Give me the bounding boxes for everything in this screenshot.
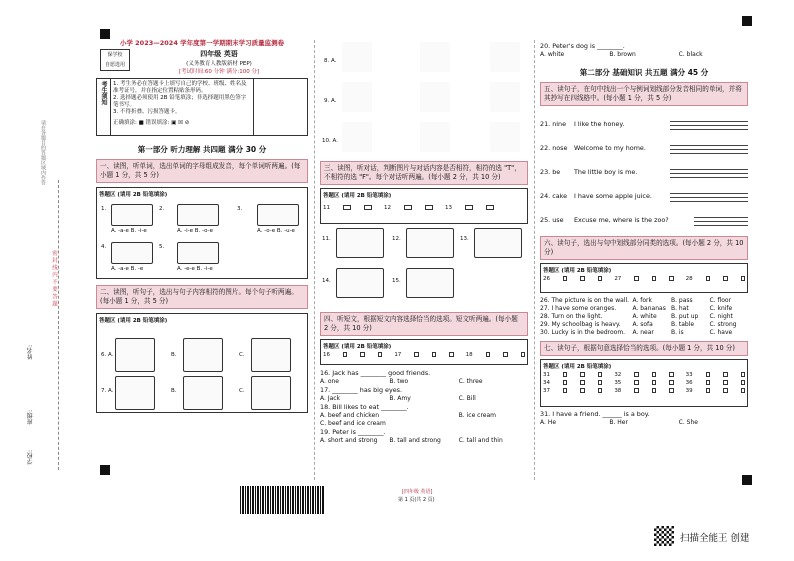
bubble[interactable] — [404, 205, 412, 210]
q1-pic-baby — [111, 242, 153, 264]
notice-item: 3. 不得折叠、污损答题卡。 — [113, 109, 181, 115]
q-num: 6. A. — [101, 352, 114, 358]
registration-mark — [742, 475, 752, 485]
q-num: 10. A. — [322, 138, 338, 144]
q-opts: A. -a-e B. -i-e — [111, 228, 147, 234]
question-stem: 17. ________ has big eyes. — [320, 386, 403, 394]
q10-pic-a — [342, 122, 372, 152]
exam-title: 小学 2023—2024 学年度第一学期期末学习质量监测卷 — [119, 39, 285, 47]
q9-pic-a — [342, 82, 372, 112]
q-opts: A. -e-e B. -i-e — [177, 266, 213, 272]
q31-stem: 31. I have a friend. ______ is a boy. — [540, 410, 650, 418]
q-pic-b — [420, 82, 450, 112]
q3-pictures: 11. 12. 13. 14. 15. — [320, 226, 528, 310]
q2-pic-table — [183, 338, 223, 372]
answer-grid: 11 12 13 — [323, 205, 525, 211]
qr-code-icon — [654, 526, 674, 546]
q13-pic — [474, 228, 522, 258]
q5-list: 21. nine I like the honey. 22. nose Welcome to my home. 23. be The little boy is me. 24. cake I have some apple juice. 25. use Excuse me, where is the zoo? — [540, 112, 748, 232]
q-num: 9. A. — [324, 98, 337, 104]
q1-pic-rose — [257, 204, 299, 226]
q-opts: A. -a-e B. -e — [111, 266, 144, 272]
q-num: B. — [171, 352, 177, 358]
q-pic-c — [490, 82, 520, 112]
part1-title: 第一部分 听力理解 共四题 满分 30 分 — [137, 145, 267, 154]
q20-stem: 20. Peter's dog is ________. — [540, 42, 625, 50]
q-num: 3. — [237, 206, 243, 212]
q6-answer-area: 答题区 (请用 2B 铅笔填涂) 26 27 28 — [540, 263, 748, 293]
q-pic-c — [490, 42, 520, 72]
q2-pic-desk — [183, 376, 223, 410]
right-column: 20. Peter's dog is ________. A. white B. brown C. black 第二部分 基础知识 共五题 满分 45 分 五、读句子，在句中找出一个与例词划线部分发音相同的单词，并将其抄写在四线格中。(每小题 1 分，共 5 分) 21. nine I like the honey. 22. nose Welcome to my home. 23. be The little boy is me. 24. cake I have some apple juice. 25. use Excuse me, where is the zoo? 六、读句子，选出与句中划线部分同类的选项。(每小题 2 分，共 10 分) 答题区 (请用 2B 铅笔填涂) 26 27 28 26. The picture is on the wall. A. fork B. pass C. floor 27. I have some oranges. A. bananas B. hat C. knife 28. Turn on the light. A. white B. put up C. night 29. My schoolbag is heavy. A. sofa B. table C. strong 30. Lucky is in the bedroom. A. near B. is C. have 七、读句子，根据句意选择恰当的选项。(每小题 1 分，共 10 分) 答题区 (请用 2B 铅笔填涂) 31 32 33 34 35 36 37 38 39 31. I have a friend. ______ is a boy. A. He B. Her C. She — [540, 42, 748, 427]
q14-pic — [336, 268, 384, 298]
q4-questions: 16. Jack has ________ good friends. A. one B. two C. three 17. ________ has big eyes. A. Jack B. Amy C. Bill 18. Bill likes to eat ________. A. beef and chicken B. ice cream C. beef and ice cream 19. Peter is ________. A. short and strong B. tall and strong C. tall and thin — [320, 369, 528, 445]
notice-label: 考生须知 — [97, 79, 111, 135]
q2-pic-bag — [251, 376, 291, 410]
answer-area-label: 答题区 (请用 2B 铅笔填涂) — [323, 193, 392, 199]
notice-box — [96, 78, 308, 136]
bubble[interactable] — [486, 205, 494, 210]
answer-grid: 16 17 18 — [323, 352, 525, 358]
q-num: 1. — [101, 206, 107, 212]
q8-pic-a — [342, 42, 372, 72]
q1-answer-area — [96, 187, 308, 279]
class-label: 班级: — [27, 410, 34, 425]
q-num: 7. A. — [101, 388, 114, 394]
footer-page: 第 1 页(共 2 页) — [398, 497, 435, 503]
q7-heading: 七、读句子，根据句意选择恰当的选项。(每小题 1 分，共 10 分) — [540, 341, 748, 356]
q4-heading: 四、听短文，根据短文内容选择恰当的选项。短文听两遍。(每小题 2 分，共 10 分) — [320, 312, 528, 336]
q5-heading: 五、读句子，在句中找出一个与例词划线部分发音相同的单词，并将其抄写在四线格中。(每小题 1 分，共 5 分) — [540, 82, 748, 106]
fill-example: 正确填涂: ■ 错误填涂: ▣ ☒ ⊘ — [113, 120, 190, 126]
middle-column — [320, 40, 528, 445]
q-num: B. — [171, 388, 177, 394]
q-num: 4. — [101, 244, 107, 250]
part2-title: 第二部分 基础知识 共五题 满分 45 分 — [579, 68, 709, 77]
q6-list: 26. The picture is on the wall. A. fork B. pass C. floor 27. I have some oranges. A. bananas B. hat C. knife 28. Turn on the light. A. white B. put up C. night 29. My schoolbag is heavy. A. sofa B. table C. strong 30. Lucky is in the bedroom. A. near B. is C. have — [540, 297, 737, 336]
binding-strip — [18, 90, 78, 470]
q-pic-b — [420, 42, 450, 72]
bubble[interactable] — [425, 205, 433, 210]
bubble[interactable] — [343, 205, 351, 210]
registration-mark — [100, 465, 110, 475]
q4-answer-area — [320, 339, 528, 365]
q7-answer-area: 答题区 (请用 2B 铅笔填涂) 31 32 33 34 35 36 37 38 39 — [540, 359, 748, 407]
question-stem: 16. Jack has ________ good friends. — [320, 369, 431, 377]
question-stem: 19. Peter is ________. — [320, 428, 386, 436]
grade-subject: 四年级 英语 — [200, 50, 238, 58]
answer-area-label: 答题区 (请用 2B 铅笔填涂) — [323, 344, 392, 350]
top-note: 请在各题目的答题区域内作答 — [40, 120, 46, 185]
question-stem: 18. Bill likes to eat ________. — [320, 403, 409, 411]
notice-item: 2. 选择题必须使用 2B 铅笔填涂；非选择题用黑色签字笔书写。 — [113, 95, 247, 108]
bubble[interactable] — [364, 205, 372, 210]
q2-pic-drum — [115, 338, 155, 372]
q1-heading: 一、读图，听单词，选出单词的字母组成发音，每个单词听两遍。(每小题 1 分，共 5 分) — [96, 159, 308, 183]
barcode-sticker-area — [253, 79, 307, 135]
footer-subject: [四年级 英语] — [402, 489, 433, 495]
q12-pic — [406, 228, 454, 258]
q1-pic-net — [177, 242, 219, 264]
q3-heading: 三、读图，听对话，判断图片与对话内容是否相符，相符的选 "T"，不相符的选 "F"。每个对话听两遍。(每小题 2 分，共 10 分) — [320, 161, 528, 185]
q-opts: A. -i-e B. -o-e — [177, 228, 213, 234]
q-opts: A. -o-e B. -u-e — [257, 228, 295, 234]
edition: (义务教育人教版新材 PEP) — [186, 61, 252, 67]
q1-pic-girl — [111, 204, 153, 226]
time-score: [考试时间:60 分钟 满分:100 分] — [178, 69, 260, 75]
q2-heading: 二、读图，听句子，选出与句子内容相符的图片。每个句子听两遍。(每小题 1 分，共 5 分) — [96, 285, 308, 309]
q3-answer-area — [320, 188, 528, 224]
school-label: 学校: — [27, 450, 34, 465]
watermark-text: 扫描全能王 创建 — [680, 533, 750, 544]
answer-area-label: 答题区 (请用 2B 铅笔填涂) — [99, 318, 168, 324]
q15-pic — [406, 268, 454, 298]
q-num: 8. A. — [324, 58, 337, 64]
q-num: C. — [239, 352, 245, 358]
seal-text: 密 封 线 内 不 要 答 题 — [51, 250, 57, 307]
q-num: 5. — [159, 244, 165, 250]
barcode — [240, 486, 324, 514]
q-num: C. — [239, 388, 245, 394]
q-pic-c — [490, 122, 520, 152]
registration-mark — [742, 16, 752, 26]
q6-heading: 六、读句子，选出与句中划线部分同类的选项。(每小题 2 分，共 10 分) — [540, 236, 748, 260]
q2-pic-sofa — [115, 376, 155, 410]
stamp: 保学校 自愿选用 — [100, 49, 130, 71]
q1-pic-pig — [177, 204, 219, 226]
q-pic-b — [420, 122, 450, 152]
answer-area-label: 答题区 (请用 2B 铅笔填涂) — [99, 192, 168, 198]
q2-answer-area — [96, 313, 308, 413]
q-num: 2. — [159, 206, 165, 212]
left-column — [96, 38, 308, 413]
name-label: 姓名: — [27, 345, 34, 360]
bubble[interactable] — [465, 205, 473, 210]
notice-item: 1. 考生务必在答题卡上填写自己的学校、班级、姓名及准考证号，并在指定位置粘贴条形码。 — [113, 81, 247, 94]
q11-pic — [336, 228, 384, 258]
q2-pic-window — [251, 338, 291, 372]
